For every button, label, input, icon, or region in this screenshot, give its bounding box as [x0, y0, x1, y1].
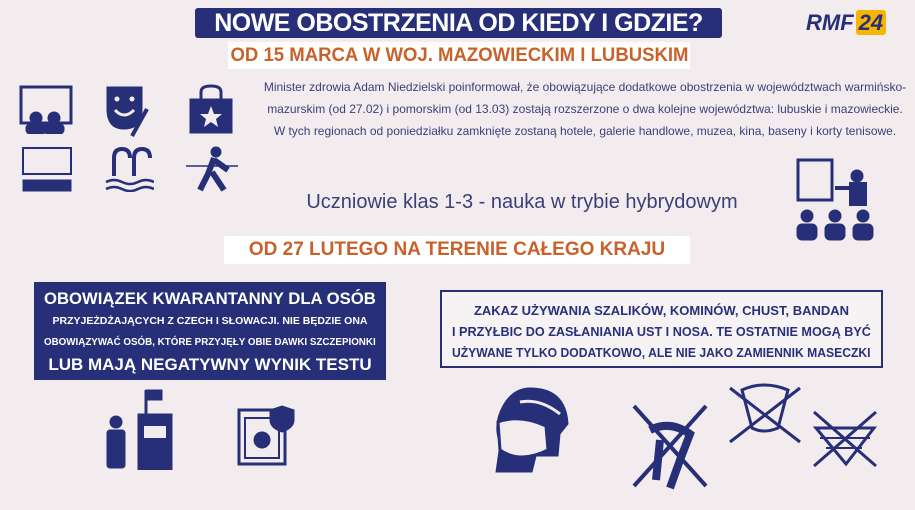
section2-heading-box: [224, 236, 690, 264]
shopping-bag-icon: [188, 84, 234, 134]
tennis-icon: [186, 146, 238, 192]
page-title-bar: [195, 8, 722, 38]
schools-info-box: [262, 190, 782, 214]
theater-mask-icon: [102, 84, 152, 139]
border-control-icon: [104, 388, 176, 470]
swimming-pool-icon: [104, 146, 154, 192]
no-scarf-icon: [630, 400, 710, 490]
quarantine-box: [34, 282, 386, 380]
museum-icon: [18, 84, 74, 134]
no-face-shield-icon: [728, 378, 802, 452]
ban-line2: I PRZYŁBIC DO ZASŁANIANIA UST I NOSA. TE OSTATNIE MOGĄ BYĆ: [452, 324, 871, 339]
quarantine-line3: OBOWIĄZYWAĆ OSÓB, KTÓRE PRZYJĘŁY OBIE DAWKI SZCZEPIONKI: [44, 336, 376, 348]
quarantine-line1: OBOWIĄZEK KWARANTANNY DLA OSÓB: [44, 289, 376, 308]
schools-info: Uczniowie klas 1-3 - nauka w trybie hybrydowym: [306, 191, 738, 213]
section1-heading: OD 15 MARCA W WOJ. MAZOWIECKIM I LUBUSKIM: [230, 45, 688, 66]
ban-line3: UŻYWANE TYLKO DODATKOWO, ALE NIE JAKO ZAMIENNIK MASECZKI: [452, 345, 871, 360]
classroom-teacher-icon: [795, 158, 877, 242]
ban-line1: ZAKAZ UŻYWANIA SZALIKÓW, KOMINÓW, CHUST, BANDAN: [473, 303, 850, 318]
no-bandana-icon: [810, 408, 880, 470]
logo-text: RMF: [806, 10, 854, 35]
section1-heading-box: [228, 42, 690, 69]
rmf24-logo: [806, 10, 886, 36]
logo-badge: 24: [856, 10, 886, 35]
vaccine-certificate-icon: [236, 404, 298, 466]
section2-heading: OD 27 LUTEGO NA TERENIE CAŁEGO KRAJU: [248, 239, 666, 260]
cinema-icon: [20, 146, 74, 192]
face-mask-icon: [490, 384, 574, 474]
quarantine-line2: PRZYJEŻDŻAJĄCYCH Z CZECH I SŁOWACJI. NIE BĘDZIE ONA: [52, 315, 368, 327]
quarantine-line4: LUB MAJĄ NEGATYWNY WYNIK TESTU: [48, 355, 372, 374]
page-title: NOWE OBOSTRZENIA OD KIEDY I GDZIE?: [214, 9, 703, 37]
section1-paragraph: Minister zdrowia Adam Niedzielski poinformował, że obowiązujące dodatkowe obostrzenia w województwach warmińsko-mazurskim (od 27.02) i pomorskim (od 13.03) zostają rozszerzone o dwa kolejne województwa: lubuskie i mazowieckie. W tych regionach od poniedziałku zamknięte zostaną hotele, galerie handlowe, muzea, kina, baseny i korty tenisowe.: [263, 80, 907, 138]
ban-box: [440, 290, 883, 368]
